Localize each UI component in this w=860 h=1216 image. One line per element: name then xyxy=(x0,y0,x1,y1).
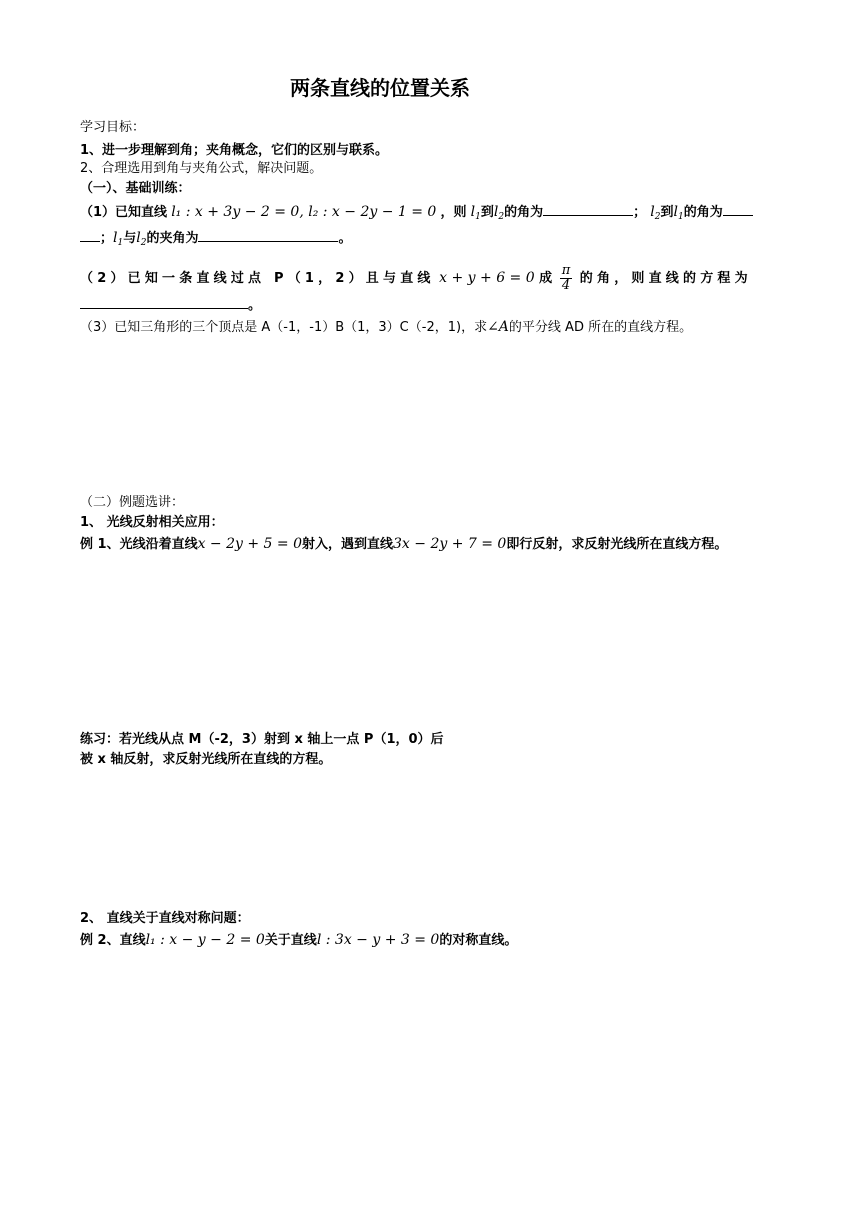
q3-suffix: 的平分线 AD 所在的直线方程。 xyxy=(508,320,693,335)
q1-text: 到 xyxy=(660,205,674,220)
pi-over-4-fraction: $\frac{\pi}{4}$ xyxy=(561,263,571,293)
ex2-suffix: 的对称直线。 xyxy=(439,933,518,948)
ex1-suffix: 即行反射，求反射光线所在直线方程。 xyxy=(506,537,728,552)
answer-blank[interactable] xyxy=(543,203,633,216)
example-2 xyxy=(80,931,517,950)
topic-1-heading: 1、 光线反射相关应用： xyxy=(80,515,224,530)
q1-l1: $l_1$ xyxy=(470,204,481,222)
question-3 xyxy=(80,318,692,337)
page-title: 两条直线的位置关系 xyxy=(290,76,470,100)
q1-text: ； xyxy=(100,231,114,246)
question-1 xyxy=(80,203,753,222)
answer-blank[interactable] xyxy=(80,296,248,309)
ex2-equation-2: l : 3x − y + 3 = 0 xyxy=(316,932,440,948)
q3-angle: ∠A xyxy=(487,319,509,335)
q1-l1: $l_1$ xyxy=(673,204,684,222)
ex2-equation-1: l₁ : x − y − 2 = 0 xyxy=(145,932,265,948)
answer-blank[interactable] xyxy=(80,229,100,242)
examples-heading: （二）例题选讲： xyxy=(80,495,185,510)
topic-2-heading: 2、 直线关于直线对称问题： xyxy=(80,911,250,926)
ex2-prefix: 例 2、直线 xyxy=(80,933,146,948)
ex2-mid: 关于直线 xyxy=(264,933,317,948)
q2-equation: x + y + 6 = 0 xyxy=(439,270,535,286)
q3-prefix: （3）已知三角形的三个顶点是 A（-1，-1）B（1，3）C（-2，1)，求 xyxy=(80,320,488,335)
objective-item-1: 1、进一步理解到角；夹角概念，它们的区别与联系。 xyxy=(80,143,389,158)
q1-text: ，则 xyxy=(440,205,467,220)
q2-prefix: （2）已知一条直线过点 P（1，2）且与直线 xyxy=(80,271,435,286)
q1-text: 与 xyxy=(123,231,137,246)
q1-text: 的角为 xyxy=(683,205,723,220)
q2-mid: 成 xyxy=(539,271,553,286)
ex1-prefix: 例 1、光线沿着直线 xyxy=(80,537,198,552)
question-2-cont xyxy=(80,296,261,315)
ex1-equation-1: x − 2y + 5 = 0 xyxy=(197,536,302,552)
q1-l2: $l_2$ xyxy=(493,204,505,222)
q2-suffix: 的角，则直线的方程为 xyxy=(579,271,752,286)
example-1 xyxy=(80,535,727,554)
ex1-mid: 射入，遇到直线 xyxy=(302,537,394,552)
q1-l1: $l_1$ xyxy=(113,230,124,248)
q1-prefix: （1）已知直线 xyxy=(80,205,168,220)
q2-end: 。 xyxy=(248,298,262,313)
practice-line-2: 被 x 轴反射，求反射光线所在直线的方程。 xyxy=(80,752,332,767)
q1-text: 。 xyxy=(338,231,352,246)
objectives-heading: 学习目标： xyxy=(80,120,146,135)
q1-l2: $l_2$ xyxy=(650,204,661,222)
q1-text: 到 xyxy=(480,205,494,220)
answer-blank[interactable] xyxy=(723,203,753,216)
basic-training-heading: （一）、基础训练： xyxy=(80,181,191,196)
q1-l2: $l_2$ xyxy=(136,230,147,248)
q1-text: ； xyxy=(633,205,647,220)
objective-item-2: 2、合理选用到角与夹角公式，解决问题。 xyxy=(80,161,323,176)
question-1-cont xyxy=(80,229,352,248)
answer-blank[interactable] xyxy=(198,229,338,242)
q1-text: 的夹角为 xyxy=(146,231,199,246)
q1-text: 的角为 xyxy=(504,205,544,220)
practice-line-1: 练习：若光线从点 M（-2，3）射到 x 轴上一点 P（1，0）后 xyxy=(80,732,444,747)
ex1-equation-2: 3x − 2y + 7 = 0 xyxy=(393,536,507,552)
q1-equation: l₁ : x + 3y − 2 = 0, l₂ : x − 2y − 1 = 0 xyxy=(171,204,437,220)
question-2 xyxy=(80,264,752,293)
